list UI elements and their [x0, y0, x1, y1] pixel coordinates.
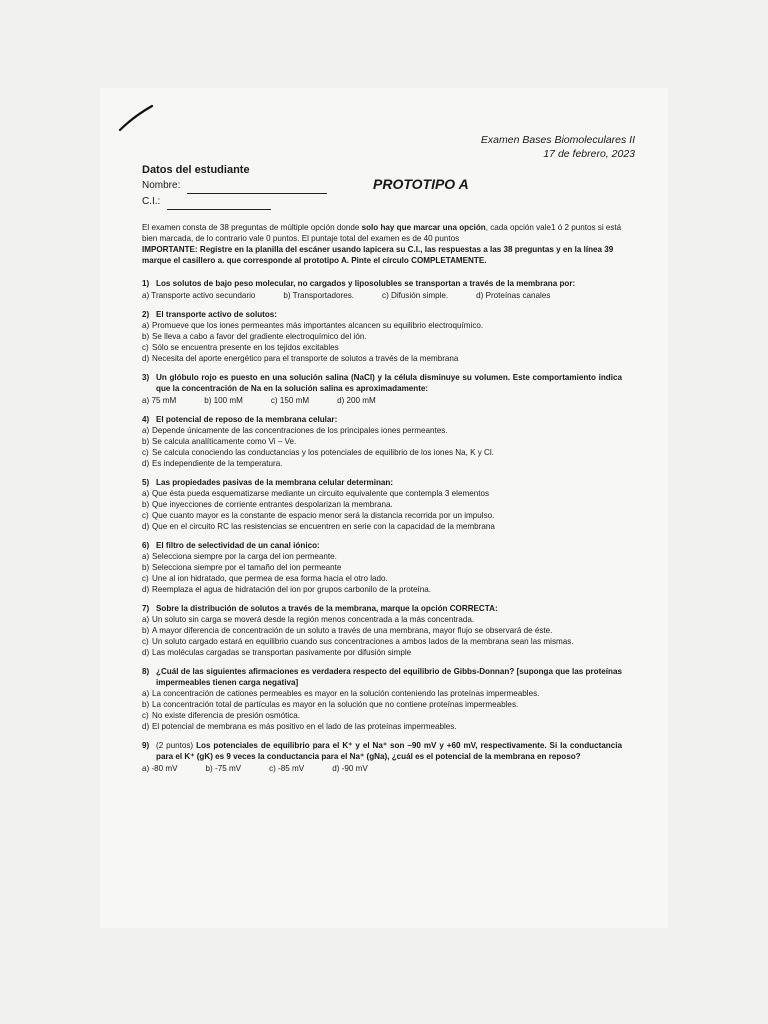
answer-option[interactable]	[142, 614, 622, 625]
option-text: Que cuanto mayor es la constante de espacio menor será la distancia recorrida por un impulso.	[152, 511, 495, 520]
question-3	[142, 372, 622, 406]
question-points: (2 puntos)	[156, 741, 197, 750]
name-row	[142, 178, 327, 194]
answer-option[interactable]	[142, 510, 622, 521]
answer-option[interactable]: c) 150 mM	[270, 396, 310, 405]
option-text: La concentración de cationes permeables es mayor en la solución conteniendo las proteínas impermeables.	[152, 689, 540, 698]
question-2	[142, 309, 622, 364]
option-list	[142, 320, 622, 364]
option-letter: b)	[142, 332, 150, 341]
answer-option[interactable]	[142, 488, 622, 499]
question-stem	[142, 740, 622, 762]
option-text: Selecciona siempre por la carga del ion permeante.	[152, 552, 337, 561]
answer-option[interactable]	[142, 721, 622, 732]
option-letter: c)	[142, 711, 149, 720]
option-letter: d)	[142, 522, 150, 531]
exam-header	[481, 133, 635, 161]
option-text: Se calcula analíticamente como Vi – Ve.	[152, 437, 297, 446]
answer-option[interactable]: d) Proteínas canales	[476, 291, 551, 300]
question-4	[142, 414, 622, 469]
pen-stroke-mark	[118, 104, 154, 132]
option-text: A mayor diferencia de concentración de un soluto a través de una membrana, mayor flujo se observará de éste.	[152, 626, 553, 635]
option-letter: a)	[142, 426, 150, 435]
answer-option[interactable]	[142, 436, 622, 447]
option-letter: c)	[142, 448, 149, 457]
option-letter: a)	[142, 489, 150, 498]
student-section-title: Datos del estudiante	[142, 164, 250, 176]
question-text: (2 puntos) Los potenciales de equilibrio para el K⁺ y el Na⁺ son –90 mV y +60 mV, respectivamente. Si la conductancia para el K⁺ (gK) es 9 veces la conductancia para el Na⁺ (gNa), ¿cuál es el potencial de la membrana en reposo?	[156, 741, 622, 761]
option-text: Se lleva a cabo a favor del gradiente electroquímico del ión.	[152, 332, 367, 341]
option-letter: b)	[142, 437, 150, 446]
answer-option[interactable]	[142, 521, 622, 532]
question-text: El potencial de reposo de la membrana celular:	[156, 415, 338, 424]
answer-option[interactable]	[142, 699, 622, 710]
answer-option[interactable]: d) -90 mV	[332, 764, 368, 773]
option-letter: c)	[142, 637, 149, 646]
option-text: Es independiente de la temperatura.	[152, 459, 283, 468]
prototype-title: PROTOTIPO A	[373, 176, 469, 192]
instructions	[142, 222, 622, 266]
exam-title: Examen Bases Biomoleculares II	[480, 134, 635, 146]
answer-option[interactable]	[142, 584, 622, 595]
option-row	[142, 290, 622, 301]
answer-option[interactable]	[142, 320, 622, 331]
option-text: Necesita del aporte energético para el transporte de solutos a través de la membrana	[152, 354, 459, 363]
answer-option[interactable]: b) Transportadores.	[283, 291, 355, 300]
exam-date: 17 de febrero, 2023	[543, 148, 635, 160]
answer-option[interactable]	[142, 331, 622, 342]
answer-option[interactable]	[142, 425, 622, 436]
question-text: Las propiedades pasivas de la membrana celular determinan:	[156, 478, 394, 487]
option-letter: b)	[142, 563, 150, 572]
question-stem	[142, 278, 622, 289]
name-field[interactable]	[187, 182, 327, 194]
answer-option[interactable]	[142, 447, 622, 458]
option-letter: a)	[142, 689, 150, 698]
option-letter: c)	[142, 343, 149, 352]
option-text: Promueve que los iones permeantes más importantes alcancen su equilibrio electroquímico.	[152, 321, 484, 330]
name-label: Nombre:	[142, 180, 181, 191]
student-data-block	[142, 162, 327, 210]
option-text: Reemplaza el agua de hidratación del ion por grupos carbonilo de la proteína.	[152, 585, 431, 594]
answer-option[interactable]	[142, 551, 622, 562]
answer-option[interactable]: c) Difusión simple.	[382, 291, 449, 300]
option-text: Que en el circuito RC las resistencias se encuentren en serie con la capacidad de la membrana	[152, 522, 495, 531]
option-letter: b)	[142, 500, 150, 509]
answer-option[interactable]: d) 200 mM	[337, 396, 376, 405]
question-number: 9)	[142, 741, 150, 750]
question-number: 6)	[142, 541, 150, 550]
option-text: Un soluto sin carga se moverá desde la región menos concentrada a la más concentrada.	[152, 615, 475, 624]
question-text: El filtro de selectividad de un canal iónico:	[156, 541, 320, 550]
answer-option[interactable]	[142, 353, 622, 364]
answer-option[interactable]: b) -75 mV	[205, 764, 242, 773]
question-number: 2)	[142, 310, 150, 319]
answer-option[interactable]	[142, 710, 622, 721]
ci-label: C.I.:	[142, 196, 161, 207]
option-letter: b)	[142, 626, 150, 635]
option-text: Sólo se encuentra presente en los tejidos excitables	[152, 343, 339, 352]
answer-option[interactable]	[142, 647, 622, 658]
option-text: Un soluto cargado estará en equilibrio cuando sus concentraciones a ambos lados de la membrana sean las mismas.	[152, 637, 574, 646]
option-text: Selecciona siempre por el tamaño del ion permeante	[152, 563, 342, 572]
answer-option[interactable]	[142, 458, 622, 469]
option-text: No existe diferencia de presión osmótica.	[152, 711, 301, 720]
option-letter: c)	[142, 511, 149, 520]
question-number: 8)	[142, 667, 150, 676]
question-stem	[142, 414, 622, 425]
question-8	[142, 666, 622, 732]
answer-option[interactable]: a) -80 mV	[142, 764, 178, 773]
option-row	[142, 395, 622, 406]
option-letter: d)	[142, 354, 150, 363]
option-text: Que ésta pueda esquematizarse mediante un circuito equivalente que contempla 3 elementos	[152, 489, 490, 498]
ci-row	[142, 194, 327, 210]
question-text: ¿Cuál de las siguientes afirmaciones es verdadera respecto del equilibrio de Gibbs-Donnan? [suponga que las proteínas impermeables tienen carga negativa]	[156, 667, 622, 687]
question-number: 3)	[142, 373, 150, 382]
ci-field[interactable]	[167, 198, 271, 210]
exam-content	[142, 222, 622, 782]
answer-option[interactable]: b) 100 mM	[204, 396, 243, 405]
question-stem	[142, 477, 622, 488]
answer-option[interactable]: a) Transporte activo secundario	[142, 291, 256, 300]
question-stem	[142, 603, 622, 614]
instructions-paragraph: El examen consta de 38 preguntas de múltiple opción donde solo hay que marcar una opción, cada opción vale1 ó 2 puntos si está bien marcada, de lo contrario vale 0 puntos. El puntaje total del examen es de 40 puntos	[142, 223, 622, 243]
option-list	[142, 688, 622, 732]
question-number: 5)	[142, 478, 150, 487]
option-row	[142, 763, 622, 774]
question-number: 7)	[142, 604, 150, 613]
option-list	[142, 425, 622, 469]
answer-option[interactable]: a) 75 mM	[142, 396, 177, 405]
option-text: Depende únicamente de las concentraciones de los principales iones permeantes.	[152, 426, 448, 435]
option-text: El potencial de membrana es más positivo en el lado de las proteínas impermeables.	[152, 722, 457, 731]
important-notice: IMPORTANTE: Registre en la planilla del escáner usando lapicera su C.I., las respuestas a las 38 preguntas y en la línea 39 marque el casillero a. que corresponde al prototipo A. Pinte el círculo COMPLETAMENTE.	[142, 245, 614, 265]
answer-option[interactable]	[142, 636, 622, 647]
answer-option[interactable]: c) -85 mV	[269, 764, 305, 773]
option-letter: d)	[142, 459, 150, 468]
question-text: Los solutos de bajo peso molecular, no cargados y liposolubles se transportan a través de la membrana por:	[156, 279, 576, 288]
question-text: El transporte activo de solutos:	[156, 310, 277, 319]
option-letter: d)	[142, 648, 150, 657]
option-text: La concentración total de partículas es mayor en la solución que no contiene proteínas impermeables.	[152, 700, 519, 709]
question-1	[142, 278, 622, 301]
answer-option[interactable]	[142, 625, 622, 636]
option-letter: b)	[142, 700, 150, 709]
option-text: Que inyecciones de corriente entrantes despolarizan la membrana.	[152, 500, 393, 509]
question-6	[142, 540, 622, 595]
option-list	[142, 551, 622, 595]
answer-option[interactable]	[142, 573, 622, 584]
option-letter: d)	[142, 585, 150, 594]
option-text: Une al ion hidratado, que permea de esa forma hacia el otro lado.	[152, 574, 388, 583]
question-5	[142, 477, 622, 532]
answer-option[interactable]	[142, 688, 622, 699]
option-text: Se calcula conociendo las conductancias y los potenciales de equilibrio de los iones Na, K y Cl.	[152, 448, 494, 457]
option-letter: a)	[142, 552, 150, 561]
question-number: 1)	[142, 279, 150, 288]
question-list	[142, 278, 622, 774]
question-stem	[142, 309, 622, 320]
option-list	[142, 488, 622, 532]
answer-option[interactable]	[142, 499, 622, 510]
option-letter: a)	[142, 615, 150, 624]
question-7	[142, 603, 622, 658]
question-text: Un glóbulo rojo es puesto en una solución salina (NaCl) y la célula disminuye su volumen. Este comportamiento indica que la concentración de Na en la solución salina es aproximadamente:	[156, 373, 622, 393]
question-stem	[142, 540, 622, 551]
option-letter: a)	[142, 321, 150, 330]
question-stem	[142, 666, 622, 688]
answer-option[interactable]	[142, 562, 622, 573]
option-letter: d)	[142, 722, 150, 731]
option-letter: c)	[142, 574, 149, 583]
question-stem	[142, 372, 622, 394]
question-number: 4)	[142, 415, 150, 424]
option-text: Las moléculas cargadas se transportan pasivamente por difusión simple	[152, 648, 412, 657]
option-list	[142, 614, 622, 658]
answer-option[interactable]	[142, 342, 622, 353]
question-9	[142, 740, 622, 774]
question-text: Sobre la distribución de solutos a través de la membrana, marque la opción CORRECTA:	[156, 604, 498, 613]
